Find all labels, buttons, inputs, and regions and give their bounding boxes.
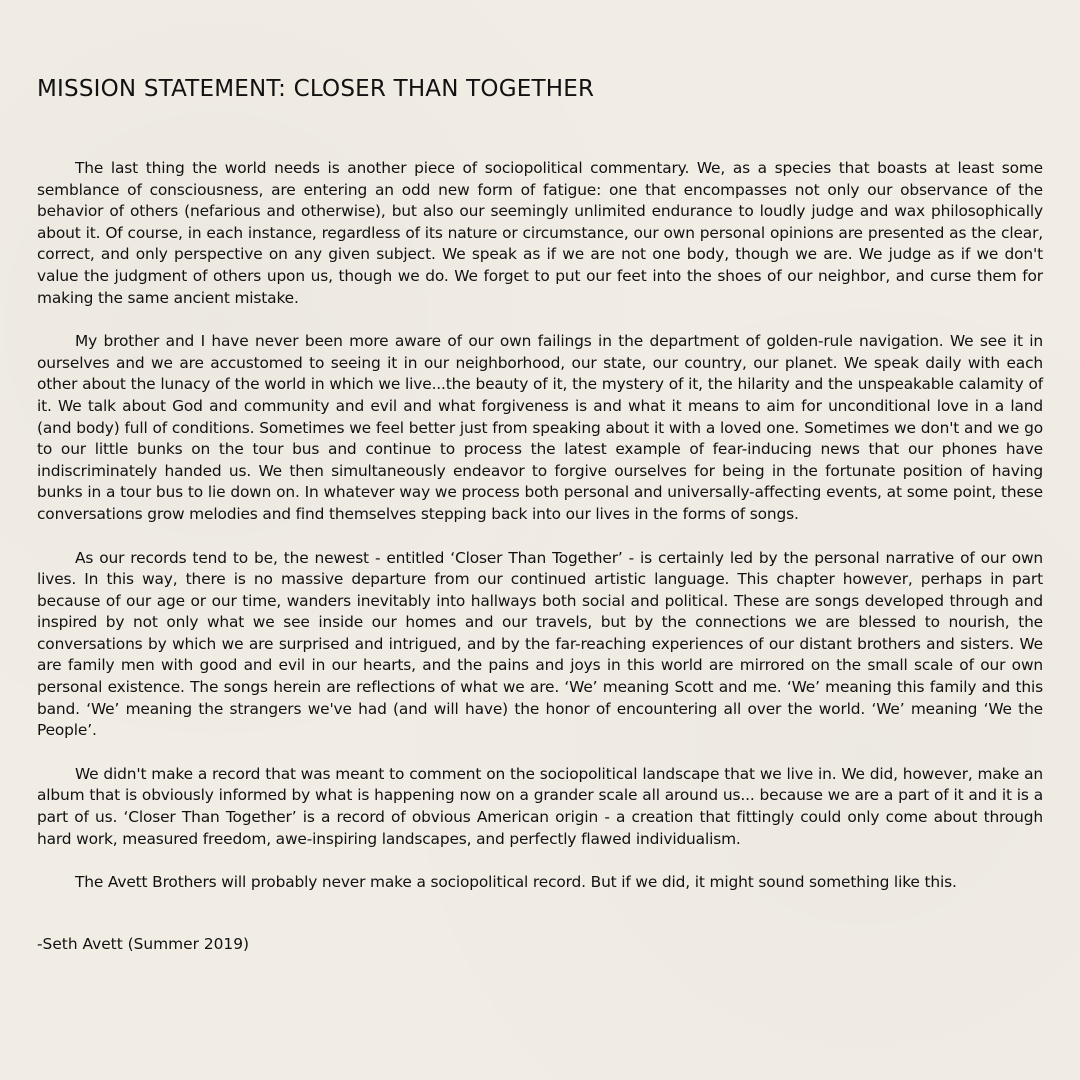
page-title: MISSION STATEMENT: CLOSER THAN TOGETHER [37, 76, 595, 102]
paragraph-3: As our records tend to be, the newest - entitled ‘Closer Than Together’ - is certainly led by the personal narrative of our own lives. In this way, there is no massive departure from our continued artistic language. This chapter however, perhaps in part because of our age or our time, wanders inevitably into hallways both social and political. These are songs developed through and inspired by not only what we see inside our homes and our travels, but by the connections we are blessed to nourish, the conversations by which we are surprised and intrigued, and by the far-reaching experiences of our distant brothers and sisters. We are family men with good and evil in our hearts, and the pains and joys in this world are mirrored on the small scale of our own personal existence. The songs herein are reflections of what we are. ‘We’ meaning Scott and me. ‘We’ meaning this family and this band. ‘We’ meaning the strangers we've had (and will have) the honor of encountering all over the world. ‘We’ meaning ‘We the People’. [37, 548, 1043, 740]
paragraph-2: My brother and I have never been more aware of our own failings in the department of golden-rule navigation. We see it in ourselves and we are accustomed to seeing it in our neighborhood, our state, our country, our planet. We speak daily with each other about the lunacy of the world in which we live...the beauty of it, the mystery of it, the hilarity and the unspeakable calamity of it. We talk about God and community and evil and what forgiveness is and what it means to aim for unconditional love in a land (and body) full of conditions. Sometimes we feel better just from speaking about it with a loved one. Sometimes we don't and we go to our little bunks on the tour bus and continue to process the latest example of fear-inducing news that our phones have indiscriminately handed us. We then simultaneously endeavor to forgive ourselves for being in the fortunate position of having bunks in a tour bus to lie down on. In whatever way we process both personal and universally-affecting events, at some point, these conversations grow melodies and find themselves stepping back into our lives in the forms of songs. [37, 332, 1043, 523]
signature: -Seth Avett (Summer 2019) [37, 934, 250, 953]
mission-statement-document [37, 72, 1043, 955]
paragraph-4: We didn't make a record that was meant to comment on the sociopolitical landscape that we live in. We did, however, make an album that is obviously informed by what is happening now on a grander scale all around us... because we are a part of it and it is a part of us. ‘Closer Than Together’ is a record of obvious American origin - a creation that fittingly could only come about through hard work, measured freedom, awe-inspiring landscapes, and perfectly flawed individualism. [37, 764, 1043, 848]
paragraph-5: The Avett Brothers will probably never make a sociopolitical record. But if we did, it might sound something like this. [75, 873, 957, 892]
paragraph-1: The last thing the world needs is another piece of sociopolitical commentary. We, as a species that boasts at least some semblance of consciousness, are entering an odd new form of fatigue: one that encompasses not only our observance of the behavior of others (nefarious and otherwise), but also our seemingly unlimited endurance to loudly judge and wax philosophically about it. Of course, in each instance, regardless of its nature or circumstance, our own personal opinions are presented as the clear, correct, and only perspective on any given subject. We speak as if we are not one body, though we are. We judge as if we don't value the judgment of others upon us, though we do. We forget to put our feet into the shoes of our neighbor, and curse them for making the same ancient mistake. [37, 159, 1043, 307]
